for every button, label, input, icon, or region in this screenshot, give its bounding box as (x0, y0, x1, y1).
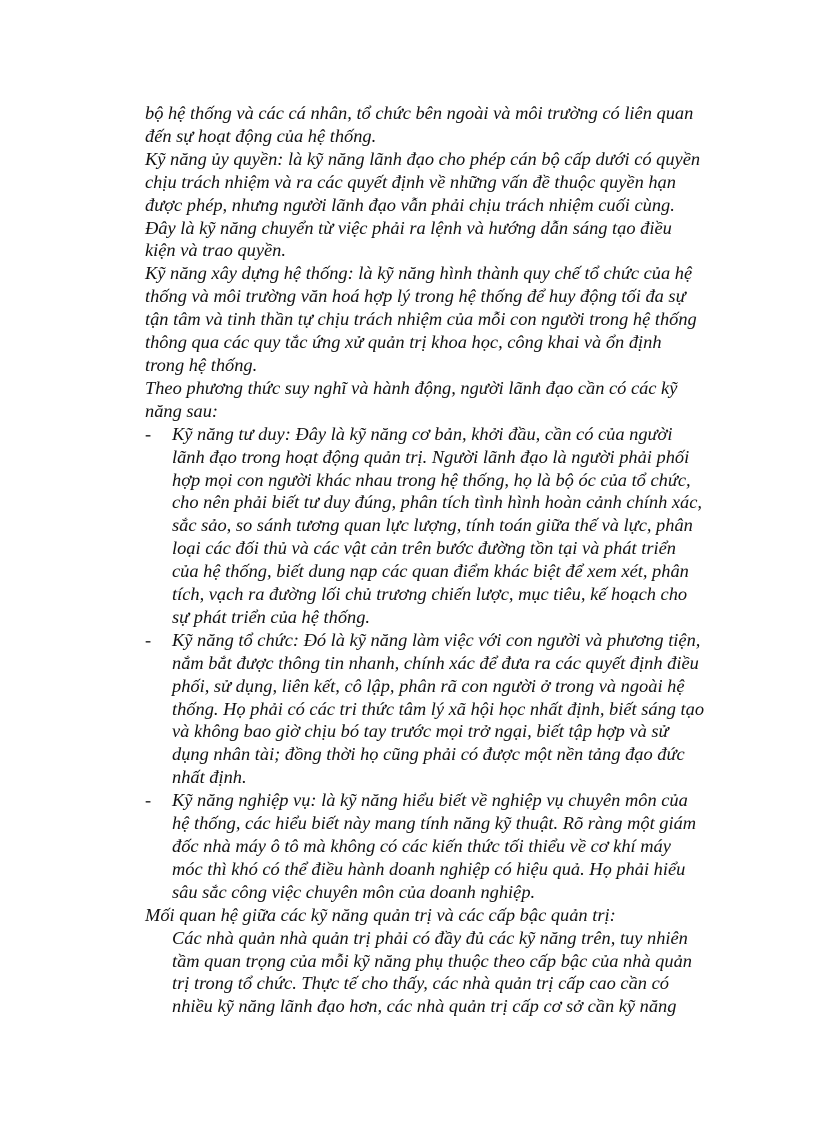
paragraph: bộ hệ thống và các cá nhân, tổ chức bên ngoài và môi trường có liên quan đến sự hoạt động của hệ thống. (145, 103, 694, 146)
bullet-marker: - (145, 423, 152, 444)
list-item-text: Kỹ năng tư duy: Đây là kỹ năng cơ bản, khởi đầu, cần có của người lãnh đạo trong hoạt động quản trị. Người lãnh đạo là người phải phối hợp mọi con người khác nhau trong hệ thống, họ là bộ óc của tổ chức, cho nên phải biết tư duy đúng, phân tích tình hình hoàn cảnh chính xác, sắc sảo, so sánh tương quan lực lượng, tính toán giữa thế và lực, phân loại các đối thủ và các vật cản trên bước đường tồn tại và phát triển của hệ thống, biết dung nạp các quan điểm khác biệt để xem xét, phân tích, vạch ra đường lối chủ trương chiến lược, mục tiêu, kế hoạch cho sự phát triển của hệ thống. (172, 423, 702, 627)
bullet-marker: - (145, 629, 152, 650)
final-paragraph: Các nhà quản nhà quản trị phải có đầy đủ các kỹ năng trên, tuy nhiên tầm quan trọng của mỗi kỹ năng phụ thuộc theo cấp bậc của nhà quản trị trong tổ chức. Thực tế cho thấy, các nhà quản trị cấp cao cần có nhiều kỹ năng lãnh đạo hơn, các nhà quản trị cấp cơ sở cần kỹ năng (172, 927, 692, 1017)
list-item (145, 423, 705, 629)
list-item-text: Kỹ năng nghiệp vụ: là kỹ năng hiểu biết về nghiệp vụ chuyên môn của hệ thống, các hiểu biết này mang tính năng kỹ thuật. Rõ ràng một giám đốc nhà máy ô tô mà không có các kiến thức tối thiểu về cơ khí máy móc thì khó có thể điều hành doanh nghiệp có hiệu quả. Họ phải hiểu sâu sắc công việc chuyên môn của doanh nghiệp. (172, 790, 697, 902)
skills-list (145, 423, 705, 904)
section-heading: Mối quan hệ giữa các kỹ năng quản trị và các cấp bậc quản trị: (145, 904, 616, 925)
list-item-text: Kỹ năng tổ chức: Đó là kỹ năng làm việc với con người và phương tiện, nắm bắt được thông tin nhanh, chính xác để đưa ra các quyết định điều phối, sử dụng, liên kết, cô lập, phân rã con người ở trong và ngoài hệ thống. Họ phải có các tri thức tâm lý xã hội học nhất định, biết sáng tạo và không bao giờ chịu bó tay trước mọi trở ngại, biết tập hợp và sử dụng nhân tài; đồng thời họ cũng phải có được một nền tảng đạo đức nhất định. (172, 629, 705, 788)
bullet-marker: - (145, 790, 152, 811)
list-item (145, 629, 705, 789)
paragraph-delegation-skill: Kỹ năng ủy quyền: là kỹ năng lãnh đạo cho phép cán bộ cấp dưới có quyền chịu trách nhiệm và ra các quyết định về những vấn đề thuộc quyền hạn được phép, nhưng người lãnh đạo vẫn phải chịu trách nhiệm cuối cùng. Đây là kỹ năng chuyển từ việc phải ra lệnh và hướng dẫn sáng tạo điều kiện và trao quyền. (145, 148, 701, 261)
document-body (145, 102, 705, 1018)
list-item (145, 789, 705, 904)
paragraph-system-building-skill: Kỹ năng xây dựng hệ thống: là kỹ năng hình thành quy chế tổ chức của hệ thống và môi trường văn hoá hợp lý trong hệ thống để huy động tối đa sự tận tâm và tinh thần tự chịu trách nhiệm của mỗi con người trong hệ thống thông qua các quy tắc ứng xử quản trị khoa học, công khai và ổn định trong hệ thống. (145, 263, 697, 375)
paragraph-skills-intro: Theo phương thức suy nghĩ và hành động, người lãnh đạo cần có các kỹ năng sau: (145, 377, 678, 421)
